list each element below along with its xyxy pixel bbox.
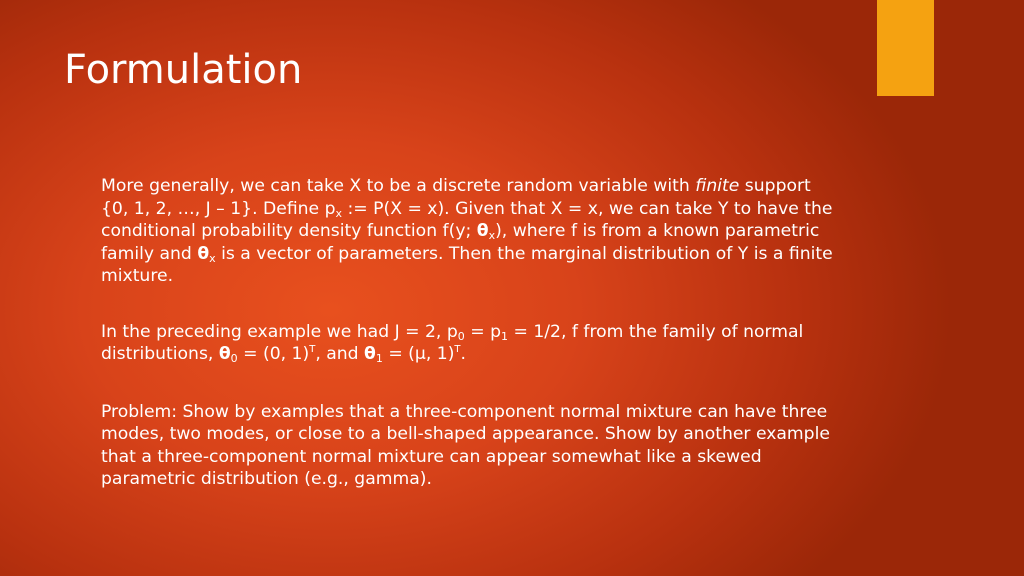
superscript: T: [454, 344, 461, 355]
text-run: = (μ, 1): [382, 344, 455, 364]
subscript: 0: [230, 352, 238, 365]
theta-symbol: θ: [197, 243, 210, 264]
slide-title: Formulation: [64, 47, 303, 93]
superscript: T: [309, 344, 316, 355]
text-run: More generally, we can take X to be a discrete random variable with: [101, 176, 696, 196]
text-run: := P(X = x). Given that X = x, we can take Y to have the conditional probability density function f(y;: [101, 198, 833, 241]
text-run: In the preceding example we had J = 2, p: [101, 321, 458, 342]
text-run: = p: [464, 321, 501, 342]
subscript: 1: [501, 329, 508, 343]
subscript: x: [488, 229, 496, 242]
text-run: , and: [315, 344, 365, 364]
text-run: = (0, 1): [237, 344, 310, 364]
paragraph-problem: Problem: Show by examples that a three-component normal mixture can have three modes, two modes, or close to a bell-shaped appearance. Show by another example that a three-component normal mixture can appear somewhat like a skewed parametric distribution (e.g., gamma).: [101, 401, 830, 489]
theta-symbol: θ: [476, 221, 489, 241]
text-run: support {0, 1, 2, …, J – 1}. Define p: [101, 176, 811, 219]
subscript: 0: [457, 329, 465, 343]
subscript: x: [209, 251, 216, 265]
accent-bar: [877, 0, 934, 96]
text-run: .: [460, 344, 466, 364]
subscript: 1: [375, 352, 383, 365]
text-run: ), where f is from a known parametric family and: [101, 221, 820, 264]
theta-symbol: θ: [218, 344, 231, 364]
paragraph-definition: [101, 175, 841, 288]
finite-emphasis: finite: [695, 176, 740, 196]
text-run: = 1/2, f from the family of normal distributions,: [101, 321, 804, 364]
paragraph-example: [101, 321, 841, 366]
slide-body: [101, 175, 841, 491]
subscript: x: [335, 206, 343, 220]
text-run: is a vector of parameters. Then the marginal distribution of Y is a finite mixture.: [101, 243, 833, 286]
theta-symbol: θ: [364, 344, 376, 364]
